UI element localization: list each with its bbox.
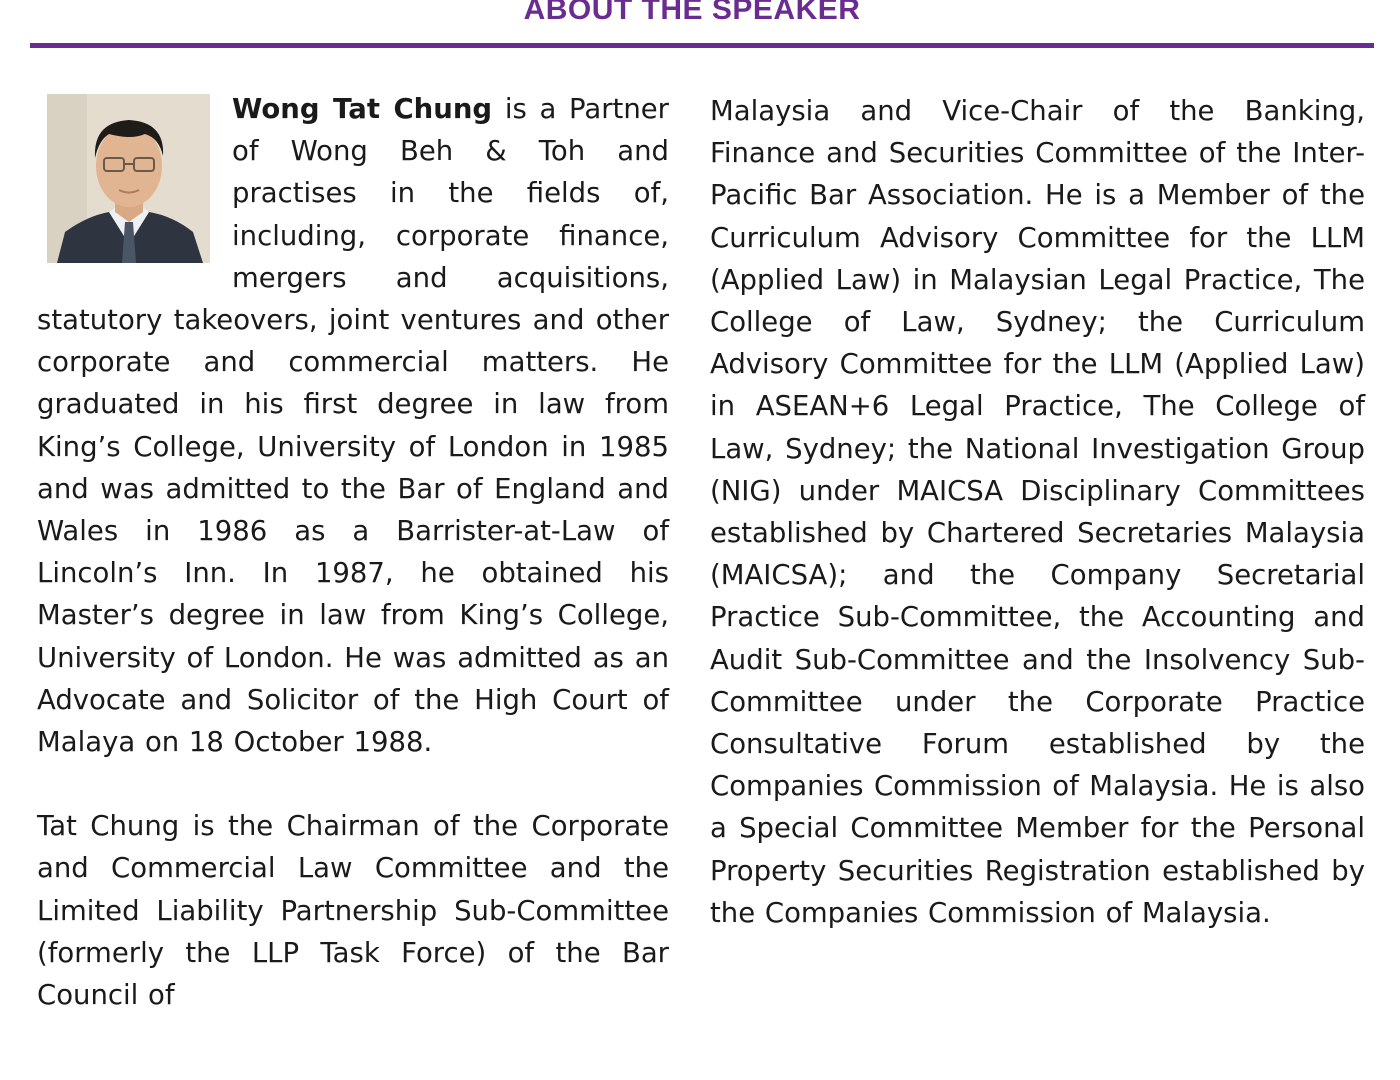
bio-intro-text: is a Partner of Wong Beh & Toh and practises in the fields of, including, corporate finance, mergers and acquisitions, statutory takeovers, joint ventures and other corporate and commercial matters. He graduated in his first degree in law from King’s College, University of London in 1985 and was admitted to the Bar of England and Wales in 1986 as a Barrister-at-Law of Lincoln’s Inn. In 1987, he obtained his Master’s degree in law from King’s College, University of London. He was admitted as an Advocate and Solicitor of the High Court of Malaya on 18 October 1988. <box>37 93 669 759</box>
section-heading: ABOUT THE SPEAKER <box>523 0 861 26</box>
bio-column-left <box>37 88 669 1016</box>
portrait-photo-icon <box>47 94 210 263</box>
bio-paragraph-intro <box>37 88 669 763</box>
speaker-photo <box>47 94 210 263</box>
heading-divider <box>30 43 1374 48</box>
speaker-name: Wong Tat Chung <box>232 93 493 125</box>
bio-column-right <box>710 90 1365 934</box>
bio-paragraph-second-part2: Malaysia and Vice-Chair of the Banking, Finance and Securities Committee of the Inter-Pacific Bar Association. He is a Member of the Curriculum Advisory Committee for the LLM (Applied Law) in Malaysian Legal Practice, The College of Law, Sydney; the Curriculum Advisory Committee for the LLM (Applied Law) in ASEAN+6 Legal Practice, The College of Law, Sydney; the National Investigation Group (NIG) under MAICSA Disciplinary Committees established by Chartered Secretaries Malaysia (MAICSA); and the Company Secretarial Practice Sub-Committee, the Accounting and Audit Sub-Committee and the Insolvency Sub-Committee under the Corporate Practice Consultative Forum established by the Companies Commission of Malaysia. He is also a Special Committee Member for the Personal Property Securities Registration established by the Companies Commission of Malaysia. <box>710 95 1365 929</box>
bio-paragraph-second-part1: Tat Chung is the Chairman of the Corporate and Commercial Law Committee and the Limited Liability Partnership Sub-Committee (formerly the LLP Task Force) of the Bar Council of <box>37 810 669 1012</box>
